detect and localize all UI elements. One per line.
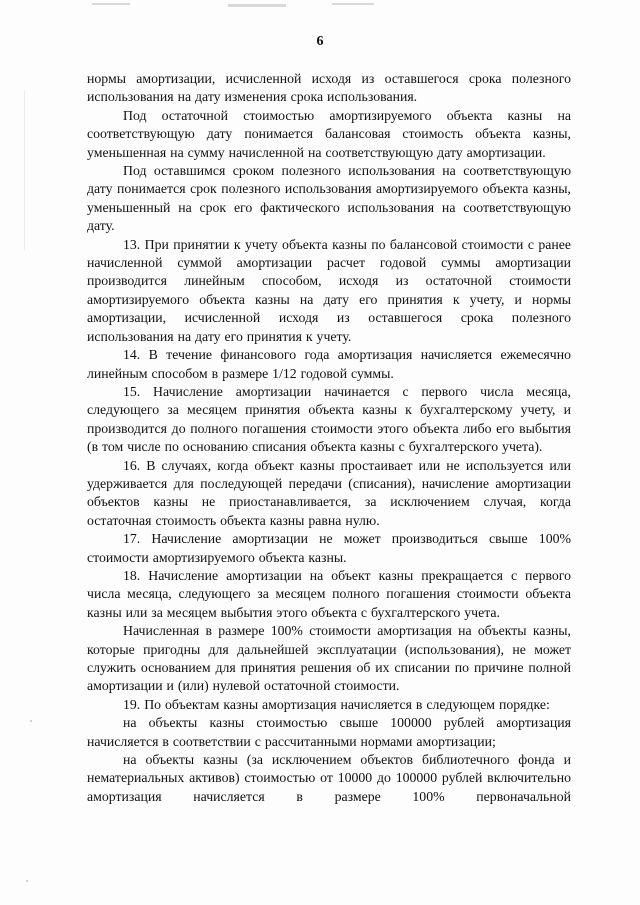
scan-artifact (26, 880, 28, 882)
paragraph: Под оставшимся сроком полезного использования на соответствующую дату понимается срок полезного использования амортизируемого объекта казны, уменьшенный на срок его фактического использования на соответствующую дату. (87, 163, 571, 234)
scan-artifact (92, 3, 130, 5)
scan-artifact (24, 90, 25, 250)
page-number: 6 (316, 34, 324, 49)
paragraph: Под остаточной стоимостью амортизируемого объекта казны на соответствующую дату понимается балансовая стоимость объекта казны, уменьшенная на сумму начисленной на соответствующую дату амортизации. (87, 107, 571, 160)
paragraph: на объекты казны (за исключением объектов библиотечного фонда и нематериальных активов) стоимостью от 10000 до 100000 рублей включительно амортизация начисляется в размере 100% первоначальной (87, 752, 571, 804)
scan-artifact (228, 4, 286, 7)
paragraph: 18. Начисление амортизации на объект казны прекращается с первого числа месяца, следующего за месяцем полного погашения стоимости объекта казны или за месяцем выбытия этого объекта с бухгалтерского учета. (87, 567, 571, 620)
paragraph: 13. При принятии к учету объекта казны по балансовой стоимости с ранее начисленной суммой амортизации расчет годовой суммы амортизации производится линейным способом, исходя из остаточной стоимости амортизируемого объекта казны на дату его принятия к учету, и нормы амортизации, исчисленной исходя из оставшегося срока полезного использования на дату его принятия к учету. (87, 236, 571, 344)
paragraph: нормы амортизации, исчисленной исходя из оставшегося срока полезного использования на дату изменения срока использования. (87, 71, 571, 105)
scan-artifact (332, 3, 374, 5)
scan-artifact (30, 720, 32, 722)
paragraph: 15. Начисление амортизации начинается с первого числа месяца, следующего за месяцем принятия объекта казны к бухгалтерскому учету, и производится до полного погашения стоимости этого объекта либо его выбытия (в том числе по основанию списания объекта казны с бухгалтерского учета). (87, 383, 571, 455)
paragraph: 19. По объектам казны амортизация начисляется в следующем порядке: (123, 696, 550, 712)
paragraph: на объекты казны стоимостью свыше 100000 рублей амортизация начисляется в соответствии с рассчитанными нормами амортизации; (87, 715, 571, 749)
paragraph: Начисленная в размере 100% стоимости амортизация на объекты казны, которые пригодны для дальнейшей эксплуатации (использования), не может служить основанием для принятия решения об их списании по причине полной амортизации и (или) нулевой остаточной стоимости. (87, 623, 571, 694)
paragraph: 16. В случаях, когда объект казны простаивает или не используется или удерживается для последующей передачи (списания), начисление амортизации объектов казны не приостанавливается, за исключением случая, когда остаточная стоимость объекта казны равна нулю. (87, 457, 571, 528)
document-body (87, 70, 571, 806)
paragraph: 14. В течение финансового года амортизация начисляется ежемесячно линейным способом в размере 1/12 годовой суммы. (87, 347, 571, 381)
paragraph: 17. Начисление амортизации не может производиться свыше 100% стоимости амортизируемого объекта казны. (87, 531, 571, 565)
